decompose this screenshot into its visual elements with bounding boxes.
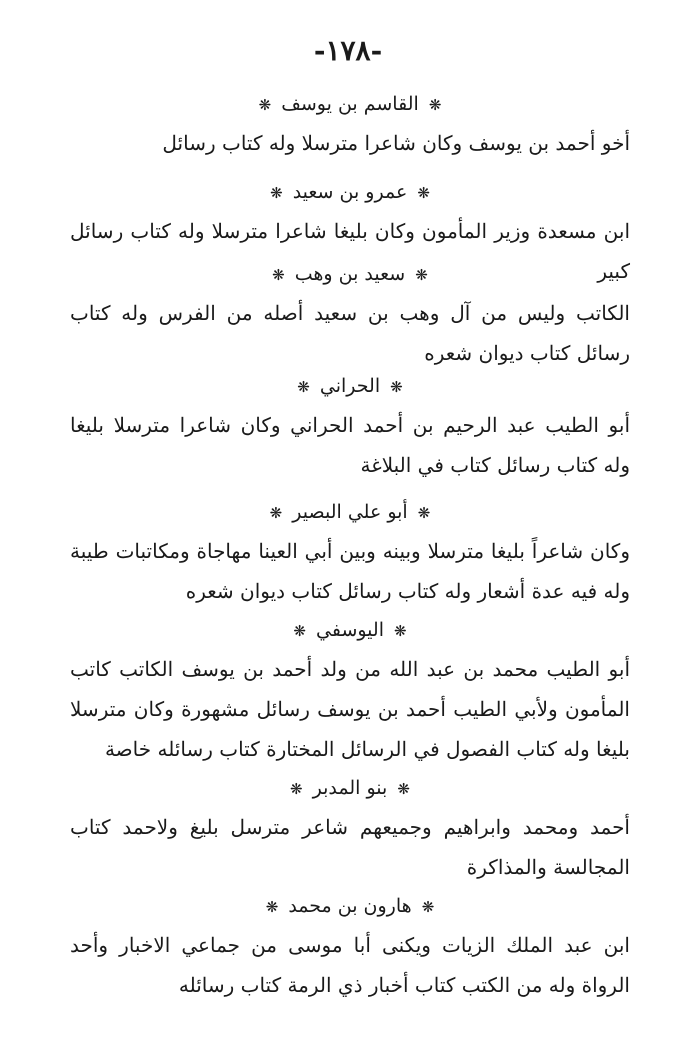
entry-title: اليوسفي — [316, 619, 384, 641]
ornament-icon: ❋ — [417, 184, 430, 202]
ornament-icon: ❋ — [290, 780, 303, 798]
entry-title: سعيد بن وهب — [294, 263, 406, 285]
entry-heading — [70, 260, 630, 289]
ornament-icon: ❋ — [394, 622, 407, 640]
entry-heading — [70, 178, 630, 207]
entry-title: القاسم بن يوسف — [281, 93, 419, 115]
entry-title: الحراني — [319, 375, 381, 397]
ornament-icon: ❋ — [417, 504, 431, 522]
entry-title: عمرو بن سعيد — [292, 181, 408, 203]
entry-qasim-ibn-yusuf — [70, 90, 630, 163]
ornament-icon: ❋ — [421, 898, 435, 916]
entry-text: أبو الطيب محمد بن عبد الله من ولد أحمد بن يوسف الكاتب كاتب المأمون ولأبي الطيب أحمد بن يوسف رسائل مشهورة وكان مترسلا بليغا وله كتاب الفصول في الرسائل المختارة كتاب رسائله خاصة — [70, 657, 630, 761]
entry-harun-ibn-muhammad — [70, 892, 630, 1005]
ornament-icon: ❋ — [258, 96, 272, 114]
entry-title: هارون بن محمد — [288, 895, 412, 917]
entry-text: أخو أحمد بن يوسف وكان شاعرا مترسلا وله كتاب رسائل — [162, 131, 630, 155]
entry-heading — [70, 498, 630, 527]
ornament-icon: ❋ — [390, 378, 403, 396]
entry-title: أبو علي البصير — [292, 501, 408, 523]
entry-heading — [70, 90, 630, 119]
ornament-icon: ❋ — [293, 622, 306, 640]
entry-heading — [70, 616, 630, 645]
ornament-icon: ❋ — [265, 898, 279, 916]
entry-abu-ali-al-basir — [70, 498, 630, 611]
page-number: -١٧٨- — [313, 34, 383, 67]
entry-title: بنو المدبر — [312, 777, 388, 799]
entry-harrani — [70, 372, 630, 485]
entry-heading — [70, 892, 630, 921]
entry-said-ibn-wahb — [70, 260, 630, 373]
entry-text: ابن مسعدة وزير المأمون وكان بليغا شاعرا مترسلا وله كتاب رسائل كبير — [70, 219, 630, 283]
entry-text: أبو الطيب عبد الرحيم بن أحمد الحراني وكان شاعرا مترسلا بليغا وله كتاب رسائل كتاب في البلاغة — [70, 413, 630, 477]
ornament-icon: ❋ — [397, 780, 410, 798]
entry-text: ابن عبد الملك الزيات ويكنى أبا موسى من جماعي الاخبار وأحد الرواة وله من الكتب كتاب أخبار ذي الرمة كتاب رسائله — [70, 933, 630, 997]
entry-banu-al-mudabbir — [70, 774, 630, 887]
entry-text: أحمد ومحمد وابراهيم وجميعهم شاعر مترسل بليغ ولاحمد كتاب المجالسة والمذاكرة — [70, 815, 630, 879]
entry-text: الكاتب وليس من آل وهب بن سعيد أصله من الفرس وله كتاب رسائل كتاب ديوان شعره — [70, 301, 630, 365]
entry-heading — [70, 372, 630, 401]
ornament-icon: ❋ — [270, 184, 283, 202]
ornament-icon: ❋ — [415, 266, 428, 284]
ornament-icon: ❋ — [269, 504, 283, 522]
entry-text: وكان شاعراً بليغا مترسلا وبينه وبين أبي العينا مهاجاة ومكاتبات طيبة وله فيه عدة أشعار وله كتاب رسائل كتاب ديوان شعره — [70, 539, 630, 603]
ornament-icon: ❋ — [428, 96, 442, 114]
ornament-icon: ❋ — [297, 378, 310, 396]
entry-yusufi — [70, 616, 630, 769]
ornament-icon: ❋ — [272, 266, 285, 284]
entry-heading — [70, 774, 630, 803]
